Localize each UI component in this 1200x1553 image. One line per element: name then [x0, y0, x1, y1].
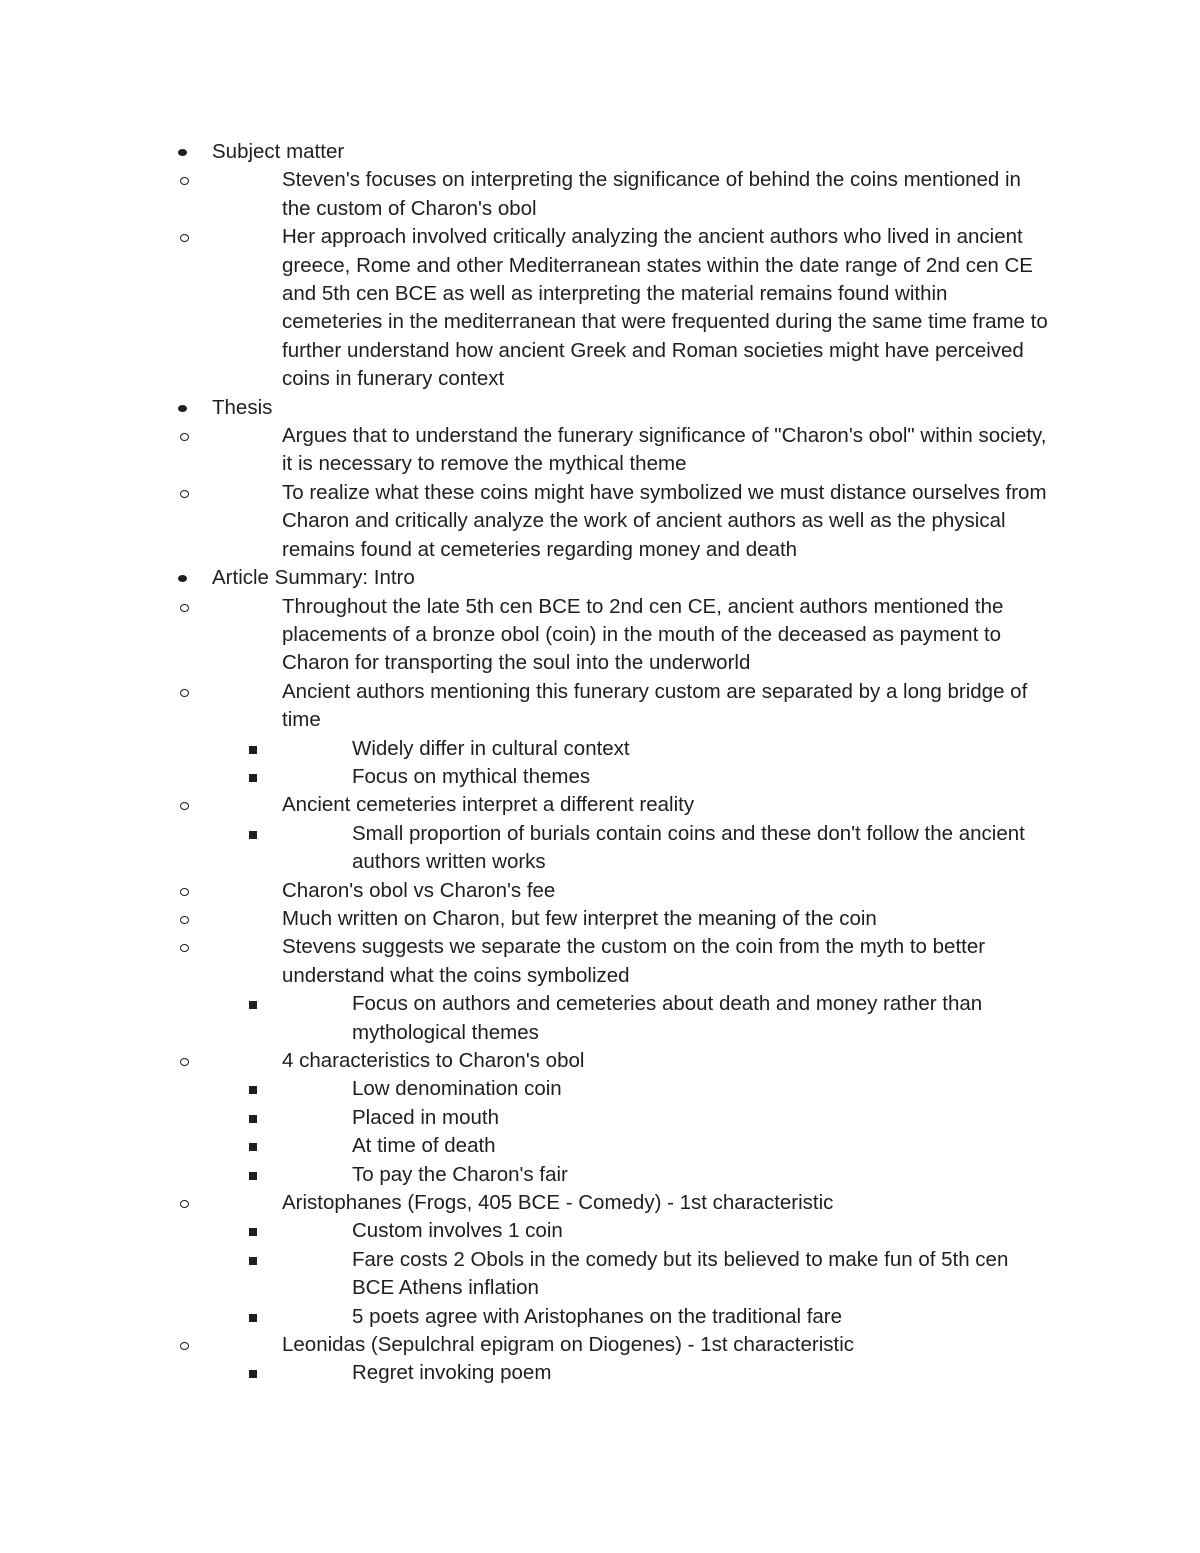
- section-points: [212, 593, 1052, 1388]
- point-text: Steven's focuses on interpreting the significance of behind the coins mentioned in the custom of Charon's obol: [282, 168, 1021, 220]
- hollow-circle-bullet-icon: [180, 689, 189, 697]
- hollow-circle-bullet-icon: [180, 1200, 189, 1208]
- sub-point-text: Custom involves 1 coin: [352, 1219, 563, 1243]
- hollow-circle-bullet-icon: [180, 888, 189, 896]
- sub-point-text: Fare costs 2 Obols in the comedy but its believed to make fun of 5th cen BCE Athens inflation: [352, 1247, 1009, 1300]
- sub-point-item: [282, 1075, 1052, 1103]
- hollow-circle-bullet-icon: [180, 234, 189, 242]
- notes-outline: [0, 138, 1200, 1388]
- square-bullet-icon: [249, 1228, 257, 1236]
- point-item: [212, 1047, 1052, 1189]
- filled-circle-bullet-icon: [178, 575, 187, 582]
- hollow-circle-bullet-icon: [180, 1342, 189, 1350]
- point-item: [212, 1331, 1052, 1388]
- point-text: Ancient authors mentioning this funerary custom are separated by a long bridge of time: [282, 679, 1028, 732]
- point-item: [212, 678, 1052, 792]
- square-bullet-icon: [249, 1001, 257, 1009]
- filled-circle-bullet-icon: [178, 405, 187, 412]
- sub-point-text: Placed in mouth: [352, 1105, 500, 1129]
- point-item: [212, 905, 1052, 933]
- sub-point-text: Focus on mythical themes: [352, 764, 591, 788]
- sub-point-text: At time of death: [352, 1134, 496, 1158]
- point-item: [212, 791, 1052, 876]
- sub-point-item: [282, 1161, 1052, 1189]
- sub-points: [282, 1075, 1052, 1189]
- sub-point-text: 5 poets agree with Aristophanes on the traditional fare: [352, 1304, 843, 1328]
- square-bullet-icon: [249, 1143, 257, 1151]
- sub-point-text: Small proportion of burials contain coins and these don't follow the ancient authors written works: [352, 821, 1025, 874]
- sub-points: [282, 820, 1052, 877]
- square-bullet-icon: [249, 1370, 257, 1378]
- sub-points: [282, 1217, 1052, 1331]
- hollow-circle-bullet-icon: [180, 944, 189, 952]
- point-item: [212, 933, 1052, 1047]
- point-text: Leonidas (Sepulchral epigram on Diogenes) - 1st characteristic: [282, 1333, 855, 1357]
- sub-point-item: [282, 1359, 1052, 1387]
- sub-point-item: [282, 1246, 1052, 1303]
- section-item: [0, 394, 1052, 564]
- square-bullet-icon: [249, 774, 257, 782]
- point-text: Throughout the late 5th cen BCE to 2nd cen CE, ancient authors mentioned the placements of a bronze obol (coin) in the mouth of the deceased as payment to Charon for transporting the soul into the underworld: [282, 594, 1004, 675]
- sub-point-text: Widely differ in cultural context: [352, 736, 630, 760]
- sub-points: [282, 735, 1052, 792]
- filled-circle-bullet-icon: [178, 149, 187, 156]
- section-heading: Subject matter: [212, 140, 345, 163]
- point-item: [212, 593, 1052, 678]
- hollow-circle-bullet-icon: [180, 177, 189, 185]
- section-item: [0, 138, 1052, 394]
- hollow-circle-bullet-icon: [180, 802, 189, 810]
- section-points: [212, 166, 1052, 393]
- section-points: [212, 422, 1052, 564]
- point-item: [212, 479, 1052, 564]
- section-heading: Article Summary: Intro: [212, 566, 415, 590]
- square-bullet-icon: [249, 746, 257, 754]
- sub-point-item: [282, 1217, 1052, 1245]
- point-item: [212, 166, 1052, 223]
- sub-point-item: [282, 763, 1052, 791]
- square-bullet-icon: [249, 831, 257, 839]
- sub-point-item: [282, 990, 1052, 1047]
- hollow-circle-bullet-icon: [180, 433, 189, 441]
- sub-point-item: [282, 735, 1052, 763]
- square-bullet-icon: [249, 1115, 257, 1123]
- hollow-circle-bullet-icon: [180, 916, 189, 924]
- point-text: 4 characteristics to Charon's obol: [282, 1049, 585, 1072]
- point-item: [212, 877, 1052, 905]
- point-text: Her approach involved critically analyzing the ancient authors who lived in ancient greece, Rome and other Mediterranean states within the date range of 2nd cen CE and 5th cen BCE as well as interpreting the material remains found within cemeteries in the mediterranean that were frequented during the same time frame to further understand how ancient Greek and Roman societies might have perceived coins in funerary context: [282, 225, 1048, 391]
- point-text: Much written on Charon, but few interpret the meaning of the coin: [282, 906, 877, 930]
- sub-point-text: To pay the Charon's fair: [352, 1162, 568, 1186]
- sub-point-item: [282, 1303, 1052, 1331]
- point-item: [212, 422, 1052, 479]
- square-bullet-icon: [249, 1086, 257, 1094]
- point-text: Argues that to understand the funerary significance of "Charon's obol" within society, it is necessary to remove the mythical theme: [282, 424, 1047, 476]
- point-text: Charon's obol vs Charon's fee: [282, 878, 556, 902]
- sub-points: [282, 990, 1052, 1047]
- point-text: Stevens suggests we separate the custom on the coin from the myth to better understand what the coins symbolized: [282, 935, 986, 987]
- sub-point-text: Low denomination coin: [352, 1077, 562, 1101]
- section-item: [0, 564, 1052, 1388]
- sub-point-item: [282, 1132, 1052, 1160]
- square-bullet-icon: [249, 1172, 257, 1180]
- point-text: To realize what these coins might have symbolized we must distance ourselves from Charon and critically analyze the work of ancient authors as well as the physical remains found at cemeteries regarding money and death: [282, 480, 1047, 561]
- sub-points: [282, 1359, 1052, 1387]
- hollow-circle-bullet-icon: [180, 490, 189, 498]
- square-bullet-icon: [249, 1257, 257, 1265]
- sub-point-text: Regret invoking poem: [352, 1361, 552, 1385]
- hollow-circle-bullet-icon: [180, 604, 189, 612]
- point-item: [212, 223, 1052, 393]
- point-text: Aristophanes (Frogs, 405 BCE - Comedy) - 1st characteristic: [282, 1191, 834, 1215]
- document-page: [0, 138, 1200, 1388]
- square-bullet-icon: [249, 1314, 257, 1322]
- sub-point-item: [282, 820, 1052, 877]
- sub-point-item: [282, 1104, 1052, 1132]
- hollow-circle-bullet-icon: [180, 1058, 189, 1066]
- point-text: Ancient cemeteries interpret a different reality: [282, 793, 695, 817]
- section-heading: Thesis: [212, 395, 273, 419]
- point-item: [212, 1189, 1052, 1331]
- sub-point-text: Focus on authors and cemeteries about death and money rather than mythological themes: [352, 992, 983, 1044]
